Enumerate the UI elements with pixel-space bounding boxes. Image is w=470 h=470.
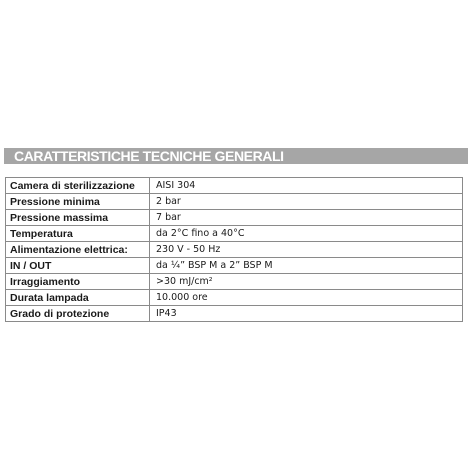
spec-label: Durata lampada (6, 290, 150, 306)
spec-label: Temperatura (6, 226, 150, 242)
table-row (6, 306, 463, 322)
spec-label: Pressione minima (6, 194, 150, 210)
spec-value: 7 bar (150, 210, 463, 226)
spec-value: da 2°C fino a 40°C (150, 226, 463, 242)
spec-value: IP43 (150, 306, 463, 322)
spec-label: Alimentazione elettrica: (6, 242, 150, 258)
spec-value: AISI 304 (150, 178, 463, 194)
table-row (6, 242, 463, 258)
table-row (6, 210, 463, 226)
table-row (6, 226, 463, 242)
table-row (6, 290, 463, 306)
table-row (6, 178, 463, 194)
spec-label: Irraggiamento (6, 274, 150, 290)
spec-value: 230 V - 50 Hz (150, 242, 463, 258)
table-row (6, 258, 463, 274)
section-header-bar (4, 148, 468, 164)
spec-label: Grado di protezione (6, 306, 150, 322)
table-row (6, 194, 463, 210)
spec-label: Camera di sterilizzazione (6, 178, 150, 194)
spec-value: 10.000 ore (150, 290, 463, 306)
specs-table (5, 177, 463, 322)
spec-label: IN / OUT (6, 258, 150, 274)
section-title: CARATTERISTICHE TECNICHE GENERALI (14, 148, 284, 164)
spec-value: >30 mJ/cm² (150, 274, 463, 290)
spec-value: da ¼” BSP M a 2” BSP M (150, 258, 463, 274)
table-row (6, 274, 463, 290)
spec-label: Pressione massima (6, 210, 150, 226)
spec-value: 2 bar (150, 194, 463, 210)
